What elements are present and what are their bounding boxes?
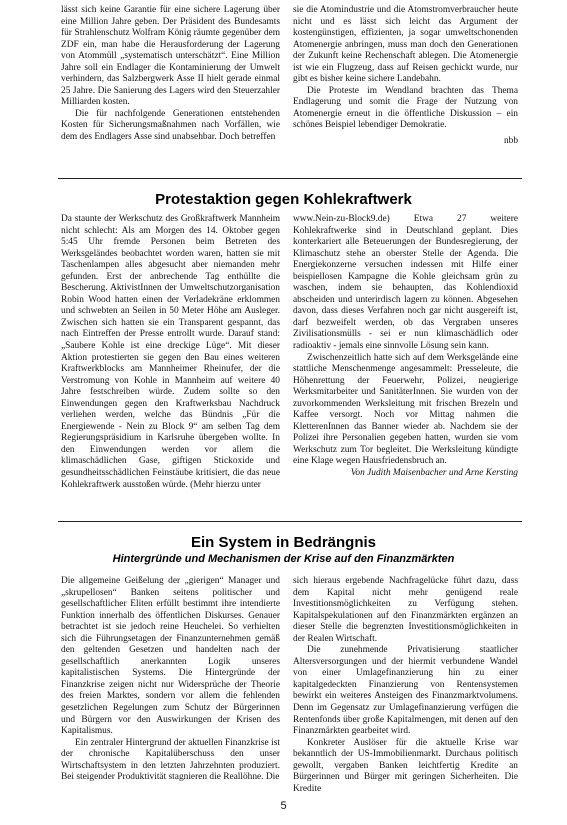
article-title: Protestaktion gegen Kohlekraftwerk: [155, 191, 412, 208]
top-left-column: [61, 5, 280, 144]
section-divider: [58, 178, 522, 179]
paragraph: sich hieraus ergebende Nachfragelücke führt dazu, dass dem Kapital nicht mehr genügend reale Investitionsmöglichkeiten zu Verfügung stehen. Kapitalspekulationen auf den Finanzmärkten ergänzen an dieser Stelle die begrenzten Investitionsmöglichkeiten in der Realen Wirtschaft.: [293, 576, 518, 644]
paragraph: www.Nein-zu-Block9.de) Etwa 27 weitere Kohlekraftwerke sind in Deutschland geplant. Dies konterkariert alle Beteuerungen der Bundesregierung, der Klimaschutz stehe an oberster Stelle der Agenda. Die Energiekonzerne versuchen indessen mit Hilfe einer beispiellosen Kampagne die Kohle gleichsam grün zu waschen, indem sie behaupten, das Kohlendioxid abscheiden und unterirdisch lagern zu können. Abgesehen davon, dass dieses Verfahren noch gar nicht ausgereift ist, darf bezweifelt werden, ob das Vergraben unseres Zivilisationsmülls - sei er nun klimaschädlich oder radioaktiv - jemals eine sinnvolle Lösung sein kann.: [293, 214, 518, 352]
top-right-column: [293, 5, 518, 148]
article2-left-column: [61, 576, 280, 784]
article1-right-column: [293, 214, 518, 480]
paragraph: Die allgemeine Geißelung der „gierigen“ Manager und „skrupellosen“ Banken seitens politischer und gesellschaftlicher Eliten erfüllt bestimmt ihre intendierte Funktion innerhalb des öffentlichen Diskurses. Genauer betrachtet ist sie jedoch reine Heuchelei. So verhielten sich die Führungsetagen der Finanzunternehmen gemäß den geltenden Gesetzen und handelten nach der gesellschaftlich anerkannten Logik unseres kapitalistischen Systems. Die Hintergründe der Finanzkrise zeigen nicht nur Widersprüche der Theorie des freien Marktes, sondern vor allem die fehlenden gesetzlichen Regelungen zum Schutz der Bürgerinnen und Bürgern vor den Auswirkungen der Krisen des Kapitalismus.: [61, 576, 280, 737]
paragraph: Die zunehmende Privatisierung staatlicher Altersversorgungen und der hiermit verbundene Wandel von einer Umlagefinanzierung hin zu einer kapitalgedeckten Finanzierung von Rentensystemen bewirkt ein weiteres Ansteigen des Finanzmarktvolumens. Denn im Gegensatz zur Umlagefinanzierung verfügen die Rentenfonds über große Kapitalmengen, mit denen auf den Finanzmärkten gearbeitet wird.: [293, 645, 518, 737]
author-signature: nbb: [503, 136, 518, 147]
article1-left-column: [61, 214, 280, 491]
article2-right-column: [293, 576, 518, 795]
paragraph: Ein zentraler Hintergrund der aktuellen Finanzkrise ist der chronische Kapitalüberschuss den unser Wirtschaftsystem in den letzten Jahrzehnten produziert. Bei steigender Produktivität stagnieren die Reallöhne. Die: [61, 737, 280, 783]
paragraph: Da staunte der Werkschutz des Großkraftwerk Mannheim nicht schlecht: Als am Morgen des 14. Oktober gegen 5:45 Uhr fremde Personen beim Betreten des Werksgeländes beobachtet worden waren, hatten sie mit Taschenlampen alles abgesucht aber niemanden mehr gefunden. Erst der anbrechende Tag enthüllte die Bescherung. AktivistInnen der Umweltschutzorganisation Robin Wood hatten einen der Verladekräne erklommen und schwebten an Seilen in 50 Meter Höhe am Ausleger. Zwischen sich hatten sie ein Transparent gespannt, das nach Eintreffen der Presse entrollt wurde. Darauf stand: „Saubere Kohle ist eine dreckige Lüge“. Mit dieser Aktion protestierten sie gegen den Bau eines weiteren Kraftwerkblocks am Mannheimer Rheinufer, der die Verstromung von Kohle in Mannheim auf weitere 40 Jahre festschreiben würde. Zudem sollte so den Einwendungen gegen den Kraftwerksbau Nachdruck verliehen werden, welche das Bündnis „Für die Energiewende - Nein zu Block 9“ am selben Tag dem Regierungspräsidium in Karlsruhe übergeben wollte. In den Einwendungen werden vor allem die klimaschädlichen Gase, giftigen Stickoxide und gesundheitsschädlichen Feinstäube kritisiert, die das neue Kohlekraftwerk ausstoßen würde. (Mehr hierzu unter: [61, 214, 280, 490]
article-subtitle: Hintergründe und Mechanismen der Krise auf den Finanzmärkten: [112, 553, 455, 565]
paragraph: Konkreter Auslöser für die aktuelle Krise war bekanntlich der US-Immobilienmarkt. Durchaus politisch gewollt, vergaben Banken leichtfertig Kredite an Bürgerinnen und Bürger mit geringen Sicherheiten. Die Kredite: [293, 737, 518, 794]
paragraph: Zwischenzeitlich hatte sich auf dem Werksgelände eine stattliche Menschenmenge angesammelt: Presseleute, die Höhenrettung der Feuerwehr, Polizei, neugierige Werksmitarbeiter und SanitäterInnen. Sie wurden von der zuvorkommenden Werksleitung mit frischen Brezeln und Kaffee versorgt. Noch vor Mittag nahmen die KletterenInnen das Banner wieder ab. Nachdem sie der Polizei ihre Personalien gegeben hatten, wurden sie vom Werkschutz zum Tor begleitet. Die Werksleitung kündigte eine Klage wegen Hausfriedensbruch an.: [293, 352, 518, 467]
paragraph: Die für nachfolgende Generationen entstehenden Kosten für Sicherungsmaßnahmen nach Vorfällen, wie dem des Endlagers Asse sind unabsehbar. Doch betreffen: [61, 108, 280, 143]
section-divider: [58, 521, 522, 522]
article-title: Ein System in Bedrängnis: [190, 534, 377, 551]
paragraph: lässt sich keine Garantie für eine sichere Lagerung über eine Million Jahre geben. Der Präsident des Bundesamts für Strahlenschutz Wolfram König räumte gegenüber dem ZDF ein, man habe die Herausforderung der Lagerung von Atommüll „systematisch unterschätzt“. Eine Million Jahre soll ein Endlager die Kontaminierung der Umwelt verhindern, das Salzbergwerk Asse II hielt gerade einmal 25 Jahre. Die Sanierung des Lagers wird den Steuerzahler Milliarden kosten.: [61, 5, 280, 108]
paragraph: Die Proteste im Wendland brachten das Thema Endlagerung und somit die Frage der Nutzung von Atomenergie erneut in die öffentliche Diskussion – ein schönes Beispiel lebendiger Demokratie.: [293, 85, 518, 131]
page-number: 5: [280, 800, 287, 812]
paragraph: sie die Atomindustrie und die Atomstromverbraucher heute nicht und es lässt sich leicht das Argument der kostengünstigen, effizienten, ja sogar umweltschonenden Atomenergie anbringen, muss man doch den Generationen der Zukunft keine Rechenschaft ablegen. Die Atomenergie ist wie ein Flugzeug, dass auf Reisen gechickt wurde, nur gibt es bisher keine sichere Landebahn.: [293, 5, 518, 85]
author-signature: Von Judith Maisenbacher und Arne Kersting: [350, 468, 518, 479]
